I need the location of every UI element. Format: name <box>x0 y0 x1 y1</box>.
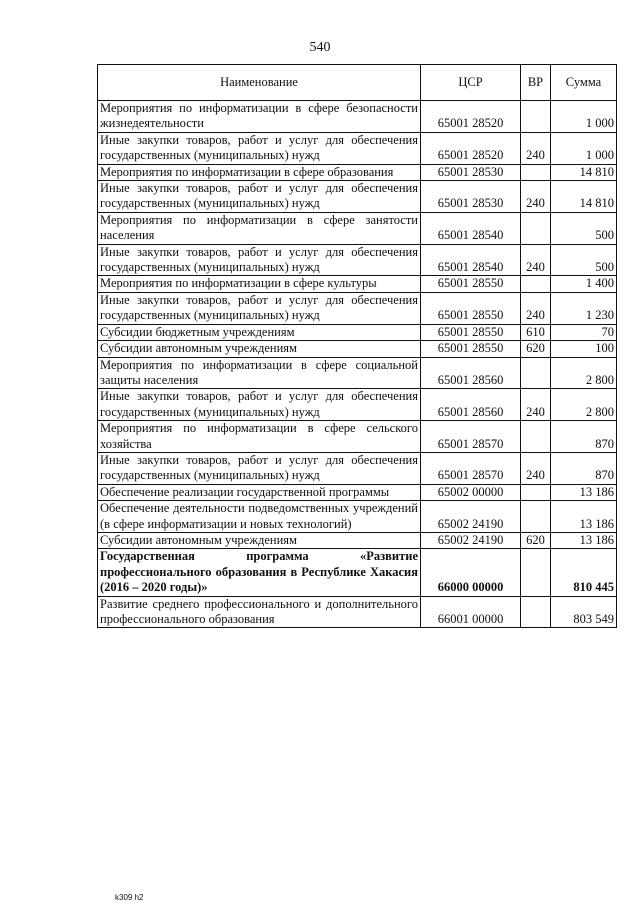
cell-vr <box>521 549 551 596</box>
cell-vr: 620 <box>521 341 551 357</box>
cell-sum: 2 800 <box>551 389 617 421</box>
header-name: Наименование <box>98 65 421 101</box>
cell-name: Иные закупки товаров, работ и услуг для обеспечения государственных (муниципальных) нужд <box>98 452 421 484</box>
cell-name: Субсидии автономным учреждениям <box>98 341 421 357</box>
table-row <box>98 292 617 324</box>
cell-sum: 1 230 <box>551 292 617 324</box>
cell-vr: 610 <box>521 324 551 340</box>
footer-code: k309 h2 <box>115 893 144 902</box>
cell-sum: 500 <box>551 212 617 244</box>
cell-name: Иные закупки товаров, работ и услуг для обеспечения государственных (муниципальных) нужд <box>98 132 421 164</box>
cell-csr: 65001 28530 <box>421 164 521 180</box>
cell-vr: 240 <box>521 292 551 324</box>
cell-csr: 65001 28540 <box>421 212 521 244</box>
cell-name: Мероприятия по информатизации в сфере культуры <box>98 276 421 292</box>
cell-name: Развитие среднего профессионального и дополнительного профессионального образования <box>98 596 421 628</box>
page-number: 540 <box>309 40 331 55</box>
cell-sum: 70 <box>551 324 617 340</box>
cell-name: Субсидии бюджетным учреждениям <box>98 324 421 340</box>
table-row <box>98 276 617 292</box>
cell-name: Мероприятия по информатизации в сфере занятости населения <box>98 212 421 244</box>
table-row <box>98 101 617 133</box>
table-row <box>98 452 617 484</box>
cell-vr <box>521 484 551 500</box>
cell-vr: 620 <box>521 532 551 548</box>
cell-sum: 13 186 <box>551 501 617 533</box>
cell-sum: 2 800 <box>551 357 617 389</box>
cell-sum: 14 810 <box>551 181 617 213</box>
table-row <box>98 324 617 340</box>
cell-sum: 803 549 <box>551 596 617 628</box>
budget-table <box>97 64 617 628</box>
cell-name: Иные закупки товаров, работ и услуг для обеспечения государственных (муниципальных) нужд <box>98 389 421 421</box>
cell-csr: 65002 24190 <box>421 532 521 548</box>
cell-csr: 66000 00000 <box>421 549 521 596</box>
cell-vr <box>521 276 551 292</box>
header-sum: Сумма <box>551 65 617 101</box>
table-row <box>98 181 617 213</box>
cell-name: Обеспечение реализации государственной программы <box>98 484 421 500</box>
cell-vr <box>521 164 551 180</box>
cell-name: Государственная программа «Развитие профессионального образования в Республике Хакасия (2016 – 2020 годы)» <box>98 549 421 596</box>
table-row <box>98 484 617 500</box>
cell-sum: 870 <box>551 452 617 484</box>
cell-csr: 65001 28530 <box>421 181 521 213</box>
cell-vr <box>521 357 551 389</box>
cell-name: Обеспечение деятельности подведомственных учреждений (в сфере информатизации и новых технологий) <box>98 501 421 533</box>
cell-vr: 240 <box>521 132 551 164</box>
cell-csr: 65001 28570 <box>421 421 521 453</box>
cell-vr <box>521 212 551 244</box>
cell-sum: 13 186 <box>551 532 617 548</box>
cell-sum: 100 <box>551 341 617 357</box>
cell-sum: 500 <box>551 244 617 276</box>
cell-sum: 870 <box>551 421 617 453</box>
cell-vr: 240 <box>521 389 551 421</box>
cell-sum: 14 810 <box>551 164 617 180</box>
cell-csr: 65001 28540 <box>421 244 521 276</box>
table-row <box>98 596 617 628</box>
cell-vr: 240 <box>521 181 551 213</box>
table-row <box>98 244 617 276</box>
cell-name: Мероприятия по информатизации в сфере образования <box>98 164 421 180</box>
table-row <box>98 132 617 164</box>
cell-csr: 65001 28550 <box>421 341 521 357</box>
cell-csr: 65001 28520 <box>421 101 521 133</box>
cell-csr: 66001 00000 <box>421 596 521 628</box>
header-csr: ЦСР <box>421 65 521 101</box>
cell-name: Иные закупки товаров, работ и услуг для обеспечения государственных (муниципальных) нужд <box>98 244 421 276</box>
table-row <box>98 532 617 548</box>
cell-csr: 65001 28550 <box>421 292 521 324</box>
cell-vr <box>521 501 551 533</box>
cell-csr: 65001 28550 <box>421 324 521 340</box>
cell-name: Иные закупки товаров, работ и услуг для обеспечения государственных (муниципальных) нужд <box>98 181 421 213</box>
table-row <box>98 341 617 357</box>
table-row <box>98 389 617 421</box>
table-body <box>98 101 617 628</box>
cell-sum: 1 000 <box>551 132 617 164</box>
cell-sum: 1 000 <box>551 101 617 133</box>
cell-sum: 13 186 <box>551 484 617 500</box>
cell-vr: 240 <box>521 244 551 276</box>
cell-csr: 65001 28570 <box>421 452 521 484</box>
table-row <box>98 549 617 596</box>
cell-name: Субсидии автономным учреждениям <box>98 532 421 548</box>
table-row <box>98 357 617 389</box>
cell-csr: 65002 24190 <box>421 501 521 533</box>
cell-csr: 65001 28550 <box>421 276 521 292</box>
header-vr: ВР <box>521 65 551 101</box>
cell-csr: 65001 28560 <box>421 357 521 389</box>
cell-csr: 65001 28520 <box>421 132 521 164</box>
cell-sum: 1 400 <box>551 276 617 292</box>
cell-name: Иные закупки товаров, работ и услуг для обеспечения государственных (муниципальных) нужд <box>98 292 421 324</box>
table-row <box>98 164 617 180</box>
cell-vr <box>521 421 551 453</box>
table-row <box>98 421 617 453</box>
cell-name: Мероприятия по информатизации в сфере социальной защиты населения <box>98 357 421 389</box>
cell-sum: 810 445 <box>551 549 617 596</box>
cell-vr <box>521 101 551 133</box>
table-row <box>98 212 617 244</box>
table-row <box>98 501 617 533</box>
cell-name: Мероприятия по информатизации в сфере безопасности жизнедеятельности <box>98 101 421 133</box>
cell-csr: 65002 00000 <box>421 484 521 500</box>
cell-name: Мероприятия по информатизации в сфере сельского хозяйства <box>98 421 421 453</box>
cell-vr: 240 <box>521 452 551 484</box>
cell-vr <box>521 596 551 628</box>
table-header-row <box>98 65 617 101</box>
cell-csr: 65001 28560 <box>421 389 521 421</box>
